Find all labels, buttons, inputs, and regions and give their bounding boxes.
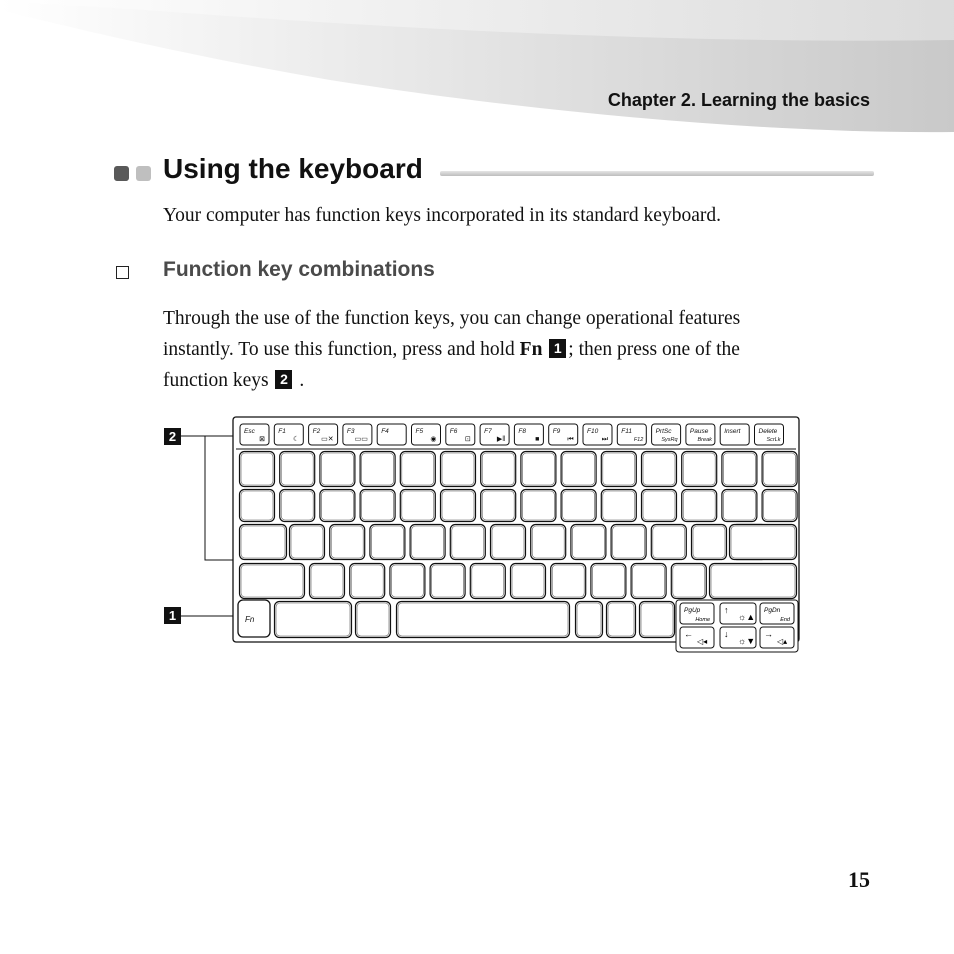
function-key-f3 bbox=[343, 424, 372, 445]
key bbox=[576, 602, 603, 638]
function-key-label: F5 bbox=[415, 428, 424, 435]
key bbox=[682, 452, 717, 487]
key bbox=[441, 452, 476, 487]
key bbox=[240, 525, 287, 560]
function-key-label: PrtSc bbox=[655, 428, 672, 435]
sleep-moon-icon: ☾ bbox=[293, 436, 300, 443]
function-key-label: F10 bbox=[587, 428, 599, 435]
brightness-up-icon: ☼▲ bbox=[738, 612, 756, 622]
key bbox=[611, 525, 646, 560]
callout-1-badge: 1 bbox=[549, 339, 566, 358]
function-key-f6 bbox=[446, 424, 475, 445]
square-bullet-icon bbox=[116, 266, 129, 279]
pgdn-key-top: PgDn bbox=[764, 607, 781, 614]
key bbox=[400, 452, 435, 487]
key bbox=[551, 564, 586, 599]
function-key-label: Pause bbox=[689, 428, 709, 435]
key bbox=[521, 452, 556, 487]
para-line-3-end: . bbox=[299, 370, 305, 391]
key bbox=[561, 490, 596, 522]
key bbox=[441, 490, 476, 522]
key bbox=[631, 564, 666, 599]
intro-text: Your computer has function keys incorporated in its standard keyboard. bbox=[163, 205, 721, 226]
fn-key-text: Fn bbox=[245, 615, 255, 624]
function-key-sublabel: Break bbox=[697, 437, 712, 443]
fn-label: Fn bbox=[519, 339, 543, 360]
key bbox=[360, 490, 395, 522]
space-key bbox=[397, 602, 570, 638]
function-key-f4 bbox=[377, 424, 406, 445]
callout-2-badge: 2 bbox=[275, 370, 292, 389]
key bbox=[370, 525, 405, 560]
key bbox=[350, 564, 385, 599]
down-arrow-icon: ↓ bbox=[724, 629, 729, 639]
volume-down-icon: ◁◂ bbox=[697, 637, 708, 646]
function-key-f8 bbox=[514, 424, 543, 445]
function-key-label: F6 bbox=[449, 428, 458, 435]
key bbox=[320, 452, 355, 487]
light-bullet-icon bbox=[136, 166, 151, 181]
next-track-icon: ⏭ bbox=[601, 436, 608, 443]
function-key-f2 bbox=[309, 424, 338, 445]
key bbox=[642, 452, 677, 487]
function-key-label: F8 bbox=[518, 428, 526, 435]
key bbox=[280, 452, 315, 487]
right-arrow-icon: → bbox=[764, 629, 773, 639]
function-key-f9 bbox=[549, 424, 578, 445]
key bbox=[561, 452, 596, 487]
keyboard-figure bbox=[0, 400, 954, 660]
subsection-title: Function key combinations bbox=[163, 258, 435, 281]
chapter-heading: Chapter 2. Learning the basics bbox=[607, 90, 870, 110]
pgdn-key-bottom: End bbox=[780, 617, 790, 623]
touchpad-icon: ⊡ bbox=[464, 436, 471, 443]
touchpad-off-icon: ⊠ bbox=[259, 436, 265, 443]
para-line-2-start: instantly. To use this function, press and hold bbox=[163, 339, 520, 360]
function-key-esc bbox=[240, 424, 269, 445]
key bbox=[491, 525, 526, 560]
function-key-label: Insert bbox=[724, 428, 741, 435]
function-key-insert bbox=[720, 424, 749, 445]
key bbox=[240, 490, 275, 522]
up-arrow-icon: ↑ bbox=[724, 605, 729, 615]
stop-icon: ■ bbox=[535, 436, 540, 443]
function-key-prtsc bbox=[652, 424, 681, 445]
function-key-label: F1 bbox=[278, 428, 286, 435]
para-line-3-start: function keys bbox=[163, 370, 274, 391]
key bbox=[410, 525, 445, 560]
key bbox=[642, 490, 677, 522]
key bbox=[390, 564, 425, 599]
function-key-sublabel: F12 bbox=[633, 437, 644, 443]
wireless-icon: ◉ bbox=[430, 436, 437, 443]
function-key-f1 bbox=[274, 424, 303, 445]
function-key-pause bbox=[686, 424, 715, 445]
key bbox=[762, 452, 797, 487]
function-key-label: Delete bbox=[758, 428, 778, 435]
page-number: 15 bbox=[848, 867, 870, 892]
pgup-key-bottom: Home bbox=[695, 617, 710, 623]
function-key-label: F4 bbox=[381, 428, 389, 435]
display-switch-icon: ▭▭ bbox=[354, 436, 368, 443]
title-rule bbox=[440, 171, 874, 176]
key bbox=[651, 525, 686, 560]
key bbox=[470, 564, 505, 599]
pgup-key-top: PgUp bbox=[684, 607, 701, 614]
header-band bbox=[0, 0, 954, 140]
function-key-f10 bbox=[583, 424, 612, 445]
key bbox=[310, 564, 345, 599]
header-swoosh bbox=[0, 0, 954, 140]
key bbox=[320, 490, 355, 522]
function-key-f7 bbox=[480, 424, 509, 445]
volume-up-icon: ◁▴ bbox=[777, 637, 788, 646]
key bbox=[722, 452, 757, 487]
para-line-3 bbox=[163, 365, 873, 396]
section-title: Using the keyboard bbox=[163, 153, 423, 184]
key bbox=[591, 564, 626, 599]
shift-key bbox=[240, 564, 305, 599]
key bbox=[430, 564, 465, 599]
key bbox=[640, 602, 675, 638]
figure-callout-1 bbox=[164, 607, 181, 624]
shift-key bbox=[710, 564, 797, 599]
previous-track-icon: ⏮ bbox=[567, 436, 574, 443]
dark-bullet-icon bbox=[114, 166, 129, 181]
key bbox=[671, 564, 706, 599]
subsection-paragraph bbox=[163, 303, 873, 396]
function-key-label: F7 bbox=[484, 428, 492, 435]
key bbox=[762, 490, 797, 522]
key bbox=[275, 602, 352, 638]
left-arrow-icon: ← bbox=[684, 629, 693, 639]
key bbox=[682, 490, 717, 522]
arrow-cluster bbox=[676, 600, 798, 652]
para-line-2 bbox=[163, 334, 873, 365]
key bbox=[692, 525, 727, 560]
key bbox=[356, 602, 391, 638]
function-key-label: Esc bbox=[244, 428, 255, 435]
key bbox=[280, 490, 315, 522]
key bbox=[240, 452, 275, 487]
function-key-delete bbox=[755, 424, 784, 445]
figure-callout-2 bbox=[164, 428, 181, 445]
key bbox=[360, 452, 395, 487]
function-key-label: F3 bbox=[346, 428, 355, 435]
brightness-down-icon: ☼▼ bbox=[738, 636, 756, 646]
key bbox=[722, 490, 757, 522]
para-line-2-end: ; then press one of the bbox=[568, 339, 740, 360]
function-key-sublabel: ScrLk bbox=[766, 437, 781, 443]
key bbox=[481, 452, 516, 487]
figure-callout-1-text: 1 bbox=[168, 608, 177, 623]
key bbox=[481, 490, 516, 522]
key bbox=[290, 525, 325, 560]
enter-key bbox=[730, 525, 797, 560]
function-key-f11 bbox=[617, 424, 646, 445]
figure-callout-2-text: 2 bbox=[168, 429, 177, 444]
display-off-icon: ▭✕ bbox=[321, 436, 334, 443]
function-key-f5 bbox=[412, 424, 441, 445]
key bbox=[607, 602, 636, 638]
key bbox=[531, 525, 566, 560]
function-key-label: F9 bbox=[552, 428, 561, 435]
play-pause-icon: ▶‖ bbox=[496, 436, 506, 443]
key bbox=[450, 525, 485, 560]
key bbox=[601, 452, 636, 487]
key bbox=[511, 564, 546, 599]
key bbox=[330, 525, 365, 560]
function-key-sublabel: SysRq bbox=[661, 437, 678, 443]
key bbox=[571, 525, 606, 560]
section-title-row bbox=[114, 153, 874, 193]
function-key-label: F11 bbox=[621, 428, 633, 435]
key bbox=[400, 490, 435, 522]
key bbox=[601, 490, 636, 522]
para-line-1: Through the use of the function keys, you can change operational features bbox=[163, 308, 741, 329]
function-key-label: F2 bbox=[312, 428, 321, 435]
fn-key bbox=[238, 600, 270, 637]
key bbox=[521, 490, 556, 522]
